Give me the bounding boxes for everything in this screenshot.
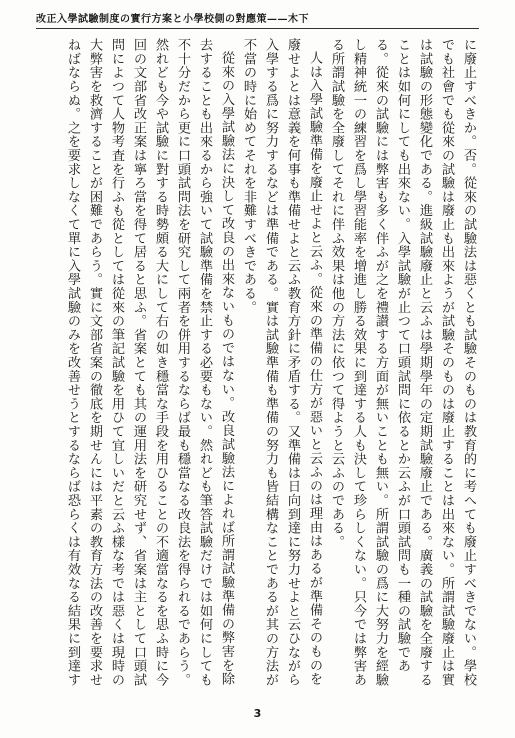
header-rule (36, 28, 479, 29)
paragraph-2: 人は入學試驗準備を廢止せよと云ふ。從來の準備の仕方が惡いと云ふのは理由はあるが準備そのものを廢せよとは意義を何事も準備せよと云ふ教育方針に矛盾する。又準備は日向到達に努力せよと云ひながら入學する爲に努力するなどは準備である。實は試驗準備も準備の努力も皆結構なことであるが其の方法が不當の時に始めてそれを非難すべきである。 (241, 38, 322, 687)
paragraph-3: 從來の入學試驗法に決して改良の出來ないものではない。改良試驗法によれば所謂試驗準備の弊害を除去することも出來るから強いて試驗準備を禁止する必要もない。然れども筆答試驗だけでは如何にしても不十分だから更に口頭試問法を研究して兩者を併用するならば最も穩當なる改良法を得られるであらう。然れども今や試驗に對する時勢頗る大にして右の如き穩當な手段を用ひることの不適當なるを思ふ時に今回の文部省改正案は寧ろ當を得て居ると思ふ。省案とても其の運用法を研究せず、省案は主として口頭試問によつて人物考査を行ふも從としては從來の筆記試驗を用ひて宜しいだと云ふ樣な考では惡くは現時の大弊害を救濟することが困難であらう。實に文部省案の徹底を期せんには平素の教育方法の改善を要求せねばならぬ。之を要求しなくて單に入學試驗のみを改善せうとするならば恐らくは有效なる結果に到達す (65, 38, 234, 687)
running-head: 改正入學試驗制度の實行方案と小學校側の對應策——木下 (36, 14, 309, 25)
vertical-text-body (36, 38, 479, 698)
paragraph-1: に廢止すべきか。否。從來の試驗法は惡くとも試驗そのものは教育的に考へても廢止すべきでない。學校でも社會でも從來の試驗は廢止も出來ようが試驗そのものは廢止することは出來ない。所謂試驗廢止は實は試驗の形態變化である。進級試驗廢止と云ふは學期學年の定期試驗廢止である。廣義の試驗を全廢することは如何にしても出來ない。入學試驗が止つて口頭試問に依るとか云ふが口頭試問も一種の試驗である。從來の試驗には弊害も多く伴ふが之を禮讃する方面が無いことも無い。所謂試驗の爲に大努力を經驗し精神統一の練習を爲し學習能率を增進し勝る效果に到達する人も決して珍らしくない。只今では弊害ある所謂試驗を全廢してそれに伴ふ效果は他の方法に依つて得ようと云ふのである。 (329, 38, 476, 687)
page-number: 3 (253, 707, 262, 720)
